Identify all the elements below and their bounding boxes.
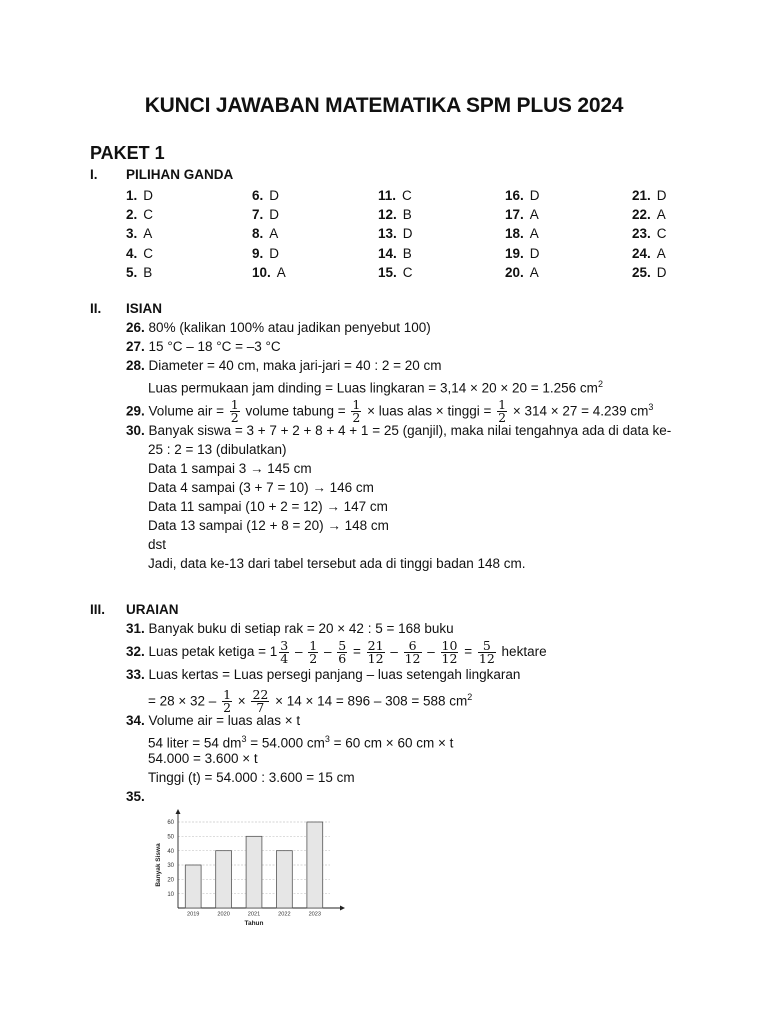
section-3-title: URAIAN bbox=[126, 602, 179, 617]
x-tick-label: 2023 bbox=[308, 911, 322, 918]
answer-26: 26. 80% (kalikan 100% atau jadikan penyebut 100) bbox=[126, 320, 431, 335]
answer-34: 34. Volume air = luas alas × t bbox=[126, 713, 301, 728]
answer-letter: A bbox=[656, 207, 666, 223]
question-number: 22. bbox=[632, 207, 651, 223]
question-number: 7. bbox=[252, 207, 264, 223]
x-axis-arrow bbox=[340, 906, 345, 911]
question-number: 15. bbox=[378, 264, 397, 280]
mc-answer bbox=[505, 263, 540, 282]
answer-27: 27. 15 °C – 18 °C = –3 °C bbox=[126, 339, 281, 354]
bar bbox=[276, 851, 292, 908]
mc-column bbox=[252, 186, 286, 282]
x-axis-label: Tahun bbox=[244, 920, 264, 927]
question-number: 23. bbox=[632, 226, 651, 242]
answer-letter: A bbox=[656, 245, 666, 261]
answer-letter: B bbox=[402, 207, 412, 223]
mc-answer bbox=[632, 244, 667, 263]
mc-answer bbox=[378, 244, 413, 263]
answer-letter: D bbox=[529, 245, 540, 261]
answer-letter: C bbox=[402, 188, 412, 203]
answer-letter: C bbox=[143, 245, 154, 261]
mc-answer bbox=[378, 186, 413, 205]
mc-answer bbox=[632, 224, 667, 243]
section-2-number: II. bbox=[90, 301, 102, 316]
question-number: 21. bbox=[632, 188, 651, 203]
question-number: 4. bbox=[126, 245, 138, 261]
answer-30-line: Data 1 sampai 3 → 145 cm bbox=[148, 461, 312, 476]
answer-letter: D bbox=[143, 188, 154, 203]
mc-column bbox=[632, 186, 667, 282]
answer-letter: A bbox=[529, 226, 539, 242]
bar bbox=[216, 851, 232, 908]
question-number: 5. bbox=[126, 264, 138, 280]
answer-29: 29. Volume air = $\frac{1}{2}$ volume tabung = $\frac{1}{2}$ × luas alas × tinggi = $\frac{1}{2}$ × 314 × 27 = 4.239 $cm^3$ bbox=[126, 397, 654, 426]
answer-30: 30. Banyak siswa = 3 + 7 + 2 + 8 + 4 + 1 = 25 (ganjil), maka nilai tengahnya ada di data ke- bbox=[126, 423, 672, 438]
mc-answer bbox=[252, 205, 286, 224]
answer-30-line: 25 : 2 = 13 (dibulatkan) bbox=[148, 442, 287, 457]
section-2-title: ISIAN bbox=[126, 301, 163, 316]
mc-answer bbox=[126, 224, 153, 243]
answer-letter: D bbox=[656, 188, 667, 203]
answer-28: 28. Diameter = 40 cm, maka jari-jari = 40 : 2 = 20 cm bbox=[126, 358, 442, 373]
mc-column bbox=[126, 186, 153, 282]
answer-letter: D bbox=[269, 188, 280, 203]
mc-answer bbox=[632, 186, 667, 205]
mc-answer bbox=[632, 263, 667, 282]
mc-answer bbox=[632, 205, 667, 224]
question-number: 3. bbox=[126, 226, 138, 242]
question-number: 25. bbox=[632, 264, 651, 280]
answer-35: 35. bbox=[126, 789, 145, 804]
section-2-answers bbox=[126, 318, 686, 573]
question-number: 18. bbox=[505, 226, 524, 242]
answer-28-line2: Luas permukaan jam dinding = Luas lingkaran = 3,14 × 20 × 20 = 1.256 $cm^2$ bbox=[148, 379, 603, 396]
answer-31: 31. Banyak buku di setiap rak = 20 × 42 : 5 = 168 buku bbox=[126, 621, 454, 636]
mc-answer bbox=[378, 224, 413, 243]
y-tick-label: 40 bbox=[167, 848, 174, 855]
y-tick-label: 20 bbox=[167, 877, 174, 884]
question-number: 13. bbox=[378, 226, 397, 242]
bar-chart bbox=[150, 808, 360, 933]
y-axis-label: Banyak Siswa bbox=[155, 843, 162, 887]
y-tick-label: 60 bbox=[167, 820, 174, 827]
section-1-title: PILIHAN GANDA bbox=[126, 167, 234, 182]
bar bbox=[185, 865, 201, 908]
section-3-number: III. bbox=[90, 602, 106, 617]
answer-letter: B bbox=[143, 264, 153, 280]
answer-letter: C bbox=[402, 264, 413, 280]
answer-letter: D bbox=[529, 188, 540, 203]
page-title: KUNCI JAWABAN MATEMATIKA SPM PLUS 2024 bbox=[144, 94, 624, 117]
question-number: 9. bbox=[252, 245, 264, 261]
mc-answer bbox=[126, 186, 153, 205]
x-tick-label: 2019 bbox=[186, 911, 200, 918]
answer-30-line: Data 4 sampai (3 + 7 = 10) → 146 cm bbox=[148, 480, 374, 495]
answer-34-line2: 54 liter = 54 $dm^3 = 54.000$ $cm^3 = 60$ cm × 60 cm × t bbox=[148, 734, 454, 751]
answer-33: 33. Luas kertas = Luas persegi panjang – luas setengah lingkaran bbox=[126, 667, 521, 682]
answer-letter: B bbox=[402, 245, 412, 261]
x-tick-label: 2021 bbox=[247, 911, 261, 918]
answer-letter: D bbox=[656, 264, 667, 280]
mc-answer bbox=[126, 244, 153, 263]
mc-answer bbox=[126, 263, 153, 282]
mc-answer bbox=[505, 224, 540, 243]
mc-answer bbox=[505, 205, 540, 224]
bar bbox=[246, 836, 262, 908]
question-number: 19. bbox=[505, 245, 524, 261]
answer-33-line2: = 28 × 32 – $\frac{1}{2}$ × $\frac{22}{7}$ × 14 × 14 = 896 – 308 = 588 $cm^2$ bbox=[148, 687, 473, 716]
answer-letter: C bbox=[656, 226, 667, 242]
mc-answer bbox=[378, 263, 413, 282]
answer-letter: D bbox=[269, 245, 280, 261]
mc-column bbox=[378, 186, 413, 282]
mc-answer bbox=[252, 224, 286, 243]
y-tick-label: 30 bbox=[167, 863, 174, 870]
question-number: 20. bbox=[505, 264, 524, 280]
question-number: 14. bbox=[378, 245, 397, 261]
mc-column bbox=[505, 186, 540, 282]
answer-letter: A bbox=[529, 264, 539, 280]
answer-letter: D bbox=[402, 226, 413, 242]
question-number: 11. bbox=[378, 188, 397, 203]
answer-letter: C bbox=[143, 207, 154, 223]
y-tick-label: 50 bbox=[167, 834, 174, 841]
x-tick-label: 2020 bbox=[217, 911, 230, 918]
mc-answer bbox=[252, 186, 286, 205]
question-number: 17. bbox=[505, 207, 524, 223]
answer-32: 32. Luas petak ketiga = 1 $\frac{3}{4}$ – $\frac{1}{2}$ – $\frac{5}{6}$ = $\frac{21}{12}$ – $\frac{6}{12}$ – $\frac{10}{12}$ = $\frac{5}{12}$ hektare bbox=[126, 637, 547, 666]
y-axis-arrow bbox=[176, 809, 181, 814]
mc-answer bbox=[378, 205, 413, 224]
mc-answer bbox=[252, 263, 286, 282]
paket-heading: PAKET 1 bbox=[90, 143, 165, 163]
answer-letter: A bbox=[143, 226, 153, 242]
answer-letter: A bbox=[529, 207, 539, 223]
question-number: 2. bbox=[126, 207, 138, 223]
x-tick-label: 2022 bbox=[278, 911, 291, 918]
question-number: 12. bbox=[378, 207, 397, 223]
answer-30-line: Jadi, data ke-13 dari tabel tersebut ada di tinggi badan 148 cm. bbox=[148, 556, 526, 571]
question-number: 1. bbox=[126, 188, 138, 203]
section-3-answers bbox=[126, 619, 686, 806]
question-number: 16. bbox=[505, 188, 524, 203]
answer-letter: A bbox=[269, 226, 279, 242]
answer-34-line4: Tinggi (t) = 54.000 : 3.600 = 15 cm bbox=[148, 770, 355, 785]
mc-answer bbox=[505, 244, 540, 263]
answer-30-line: Data 13 sampai (12 + 8 = 20) → 148 cm bbox=[148, 518, 389, 533]
question-number: 24. bbox=[632, 245, 651, 261]
question-number: 8. bbox=[252, 226, 264, 242]
answer-34-line3: 54.000 = 3.600 × t bbox=[148, 751, 258, 766]
answer-letter: A bbox=[276, 264, 286, 280]
bar bbox=[307, 822, 323, 908]
answer-letter: D bbox=[269, 207, 280, 223]
y-tick-label: 10 bbox=[167, 891, 174, 898]
section-1-number: I. bbox=[90, 167, 98, 182]
question-number: 6. bbox=[252, 188, 264, 203]
mc-answer bbox=[505, 186, 540, 205]
mc-answer bbox=[252, 244, 286, 263]
question-number: 10. bbox=[252, 264, 271, 280]
answer-30-line: dst bbox=[148, 537, 167, 552]
mc-answer bbox=[126, 205, 153, 224]
answer-30-line: Data 11 sampai (10 + 2 = 12) → 147 cm bbox=[148, 499, 388, 514]
